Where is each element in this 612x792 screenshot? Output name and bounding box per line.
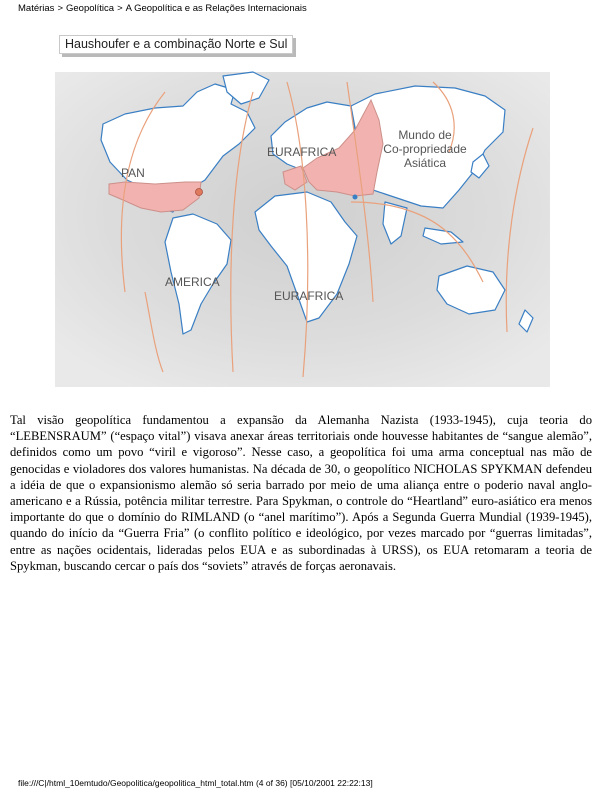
breadcrumb-link-current-page[interactable]: A Geopolítica e as Relações Internacionais (125, 3, 307, 14)
label-mundo-line-1: Mundo de (398, 128, 452, 142)
capital-marker-usa (196, 189, 203, 196)
breadcrumb-separator: > (117, 3, 123, 14)
footer-file-path: file:///C|/html_10emtudo/Geopolitica/geopolitica_html_total.htm (4 of 36) [05/10/2001 22:22:13] (18, 778, 373, 788)
breadcrumb-link-geopolitica[interactable]: Geopolítica (66, 3, 115, 14)
breadcrumb (18, 3, 307, 14)
map-title: Haushoufer e a combinação Norte e Sul (59, 35, 293, 54)
world-map-figure (55, 32, 550, 387)
body-paragraph: Tal visão geopolítica fundamentou a expansão da Alemanha Nazista (1933-1945), cuja teoria do “LEBENSRAUM” (“espaço vital”) visava anexar áreas territoriais onde houvesse habitantes de “sangue alemão”, definidos como um povo “viril e vigoroso”. Nesse caso, a geopolítica foi uma arma conceptual nas mão de genocidas e violadores dos valores humanistas. Na década de 30, o geopolítico NICHOLAS SPYKMAN defendeu a idéia de que o expansionismo alemão só seria barrado por meio de uma aliança entre o poderio naval anglo-americano e a Rússia, potência militar terrestre. Para Spykman, o controle do “Heartland” euro-asiático era menos importante do que o domínio do RIMLAND (o “anel marítimo”). Após a Segunda Guerra Mundial (1939-1945), quando do início da “Guerra Fria” (o conflito político e ideológico, por vezes marcado por “guerras limitadas”, entre as nações ocidentais, lideradas pelos EUA e as subordinadas à URSS), os EUA retomaram a teoria de Spykman, buscando cercar o país dos “soviets” através de forças aeronavais. (10, 413, 592, 573)
breadcrumb-separator: > (57, 3, 63, 14)
world-map (55, 32, 550, 387)
label-america: AMERICA (165, 275, 220, 289)
label-eurafrica-north: EURAFRICA (267, 145, 337, 159)
capital-marker-eurasia (353, 195, 358, 200)
label-mundo-line-2: Co-propriedade (383, 142, 467, 156)
label-mundo-asiatico (380, 128, 470, 170)
label-eurafrica-south: EURAFRICA (274, 289, 344, 303)
breadcrumb-link-materias[interactable]: Matérias (18, 3, 55, 14)
label-pan: PAN (121, 166, 145, 180)
label-mundo-line-3: Asiática (403, 156, 447, 170)
